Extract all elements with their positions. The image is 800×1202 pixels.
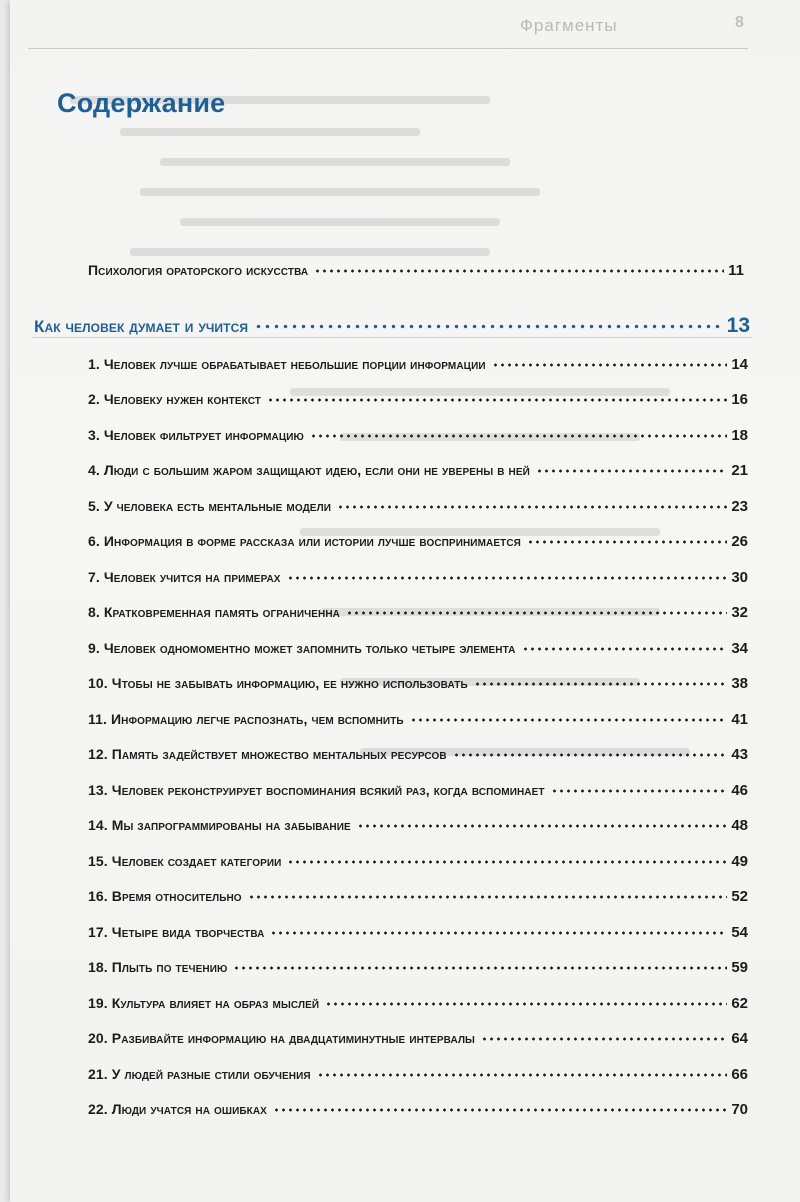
- toc-entry-page: 32: [731, 604, 748, 621]
- toc-entry[interactable]: [88, 959, 748, 976]
- toc-entry-page: 38: [731, 675, 748, 692]
- running-head: Фрагменты: [520, 16, 618, 35]
- running-page-number: 8: [735, 14, 744, 31]
- toc-entry-page: 18: [731, 427, 748, 444]
- toc-entry-page: 11: [728, 262, 744, 279]
- toc-entry[interactable]: [88, 533, 748, 550]
- dot-leader: [474, 682, 728, 686]
- dot-leader: [410, 718, 728, 722]
- toc-chapter-heading[interactable]: [34, 314, 750, 338]
- toc-entry-label: 10. Чтобы не забывать информацию, ее нужно использовать: [88, 675, 468, 691]
- dot-leader: [357, 824, 728, 828]
- dot-leader: [492, 363, 728, 367]
- toc-entry[interactable]: [88, 675, 748, 692]
- toc-entry[interactable]: [88, 1030, 748, 1047]
- dot-leader: [287, 860, 727, 864]
- toc-entry-label: 21. У людей разные стили обучения: [88, 1066, 311, 1082]
- toc-entry-page: 66: [731, 1066, 748, 1083]
- toc-entry-page: 46: [731, 782, 748, 799]
- toc-entry[interactable]: [88, 782, 748, 799]
- toc-entry-page: 70: [731, 1101, 748, 1118]
- dot-leader: [325, 1002, 727, 1006]
- toc-entry-page: 59: [731, 959, 748, 976]
- toc-entry-label: 12. Память задействует множество ментальных ресурсов: [88, 746, 447, 762]
- dot-leader: [233, 966, 727, 970]
- dot-leader: [536, 469, 727, 473]
- toc-entry-page: 49: [731, 853, 748, 870]
- toc-entry-label: 9. Человек одномоментно может запомнить только четыре элемента: [88, 640, 516, 656]
- dot-leader: [273, 1108, 727, 1112]
- toc-entry-label: 6. Информация в форме рассказа или истории лучше воспринимается: [88, 533, 521, 549]
- toc-entry-label: 22. Люди учатся на ошибках: [88, 1101, 267, 1117]
- toc-entry-label: 11. Информацию легче распознать, чем вспомнить: [88, 711, 404, 727]
- toc-entry-label: 5. У человека есть ментальные модели: [88, 498, 331, 514]
- toc-entry-label: 17. Четыре вида творчества: [88, 924, 265, 940]
- toc-entry[interactable]: [88, 817, 748, 834]
- toc-entry-page: 48: [731, 817, 748, 834]
- toc-entry-page: 43: [731, 746, 748, 763]
- toc-entry[interactable]: [88, 569, 748, 586]
- toc-entry-label: 20. Разбивайте информацию на двадцатиминутные интервалы: [88, 1030, 475, 1046]
- dot-leader: [527, 540, 727, 544]
- toc-entry-label: 1. Человек лучше обрабатывает небольшие порции информации: [88, 356, 486, 372]
- toc-entry-label: 7. Человек учится на примерах: [88, 569, 281, 585]
- toc-entry-label: 13. Человек реконструирует воспоминания всякий раз, когда вспоминает: [88, 782, 545, 798]
- dot-leader: [317, 1073, 728, 1077]
- dot-leader: [346, 611, 727, 615]
- dot-leader: [248, 895, 728, 899]
- toc-entry-page: 21: [731, 462, 748, 479]
- toc-entry-page: 23: [731, 498, 748, 515]
- toc-entry-label: 16. Время относительно: [88, 888, 242, 904]
- chapter-underline: [32, 337, 752, 338]
- toc-entry-label: 15. Человек создает категории: [88, 853, 282, 869]
- toc-entry-page: 52: [731, 888, 748, 905]
- toc-entry[interactable]: [88, 1066, 748, 1083]
- toc-entry-label: 14. Мы запрограммированы на забывание: [88, 817, 351, 833]
- toc-entry[interactable]: [88, 462, 748, 479]
- toc-entry[interactable]: [88, 356, 748, 373]
- dot-leader: [337, 505, 727, 509]
- dot-leader: [314, 269, 724, 273]
- chapter-page: 13: [726, 314, 750, 337]
- toc-entry-page: 41: [731, 711, 748, 728]
- toc-entry-label: 4. Люди с большим жаром защищают идею, если они не уверены в ней: [88, 462, 530, 478]
- dot-leader: [481, 1037, 727, 1041]
- header-rule: [28, 48, 748, 49]
- toc-entry-page: 14: [731, 356, 748, 373]
- toc-entry-label: 18. Плыть по течению: [88, 959, 228, 975]
- dot-leader: [254, 324, 723, 329]
- toc-entry[interactable]: [88, 746, 748, 763]
- toc-entry[interactable]: [88, 640, 748, 657]
- page-title: Содержание: [57, 88, 226, 118]
- toc-entry-label: Психология ораторского искусства: [88, 262, 309, 278]
- toc-entry[interactable]: [88, 995, 748, 1012]
- toc-entry-page: 30: [731, 569, 748, 586]
- toc-entry[interactable]: [88, 604, 748, 621]
- toc-entry-intro[interactable]: [88, 262, 744, 279]
- toc-entry-page: 16: [731, 391, 748, 408]
- toc-entry-page: 34: [731, 640, 748, 657]
- dot-leader: [522, 647, 728, 651]
- toc-entry[interactable]: [88, 888, 748, 905]
- toc-entry[interactable]: [88, 711, 748, 728]
- toc-entry[interactable]: [88, 853, 748, 870]
- book-page: [10, 0, 800, 1202]
- toc-entry-page: 26: [731, 533, 748, 550]
- toc-entry[interactable]: [88, 427, 748, 444]
- toc-entry-page: 62: [731, 995, 748, 1012]
- dot-leader: [453, 753, 728, 757]
- toc-entry-page: 54: [731, 924, 748, 941]
- dot-leader: [287, 576, 728, 580]
- toc-entry-label: 3. Человек фильтрует информацию: [88, 427, 304, 443]
- toc-entry[interactable]: [88, 498, 748, 515]
- toc-entry-label: 2. Человеку нужен контекст: [88, 391, 262, 407]
- dot-leader: [551, 789, 728, 793]
- toc-entry-label: 19. Культура влияет на образ мыслей: [88, 995, 320, 1011]
- chapter-label: Как человек думает и учится: [34, 317, 249, 336]
- toc-entry[interactable]: [88, 1101, 748, 1118]
- toc-entry-page: 64: [731, 1030, 748, 1047]
- dot-leader: [310, 434, 727, 438]
- toc-entry-label: 8. Кратковременная память ограниченна: [88, 604, 340, 620]
- dot-leader: [270, 931, 727, 935]
- toc-entry[interactable]: [88, 924, 748, 941]
- dot-leader: [267, 398, 727, 402]
- toc-entry[interactable]: [88, 391, 748, 408]
